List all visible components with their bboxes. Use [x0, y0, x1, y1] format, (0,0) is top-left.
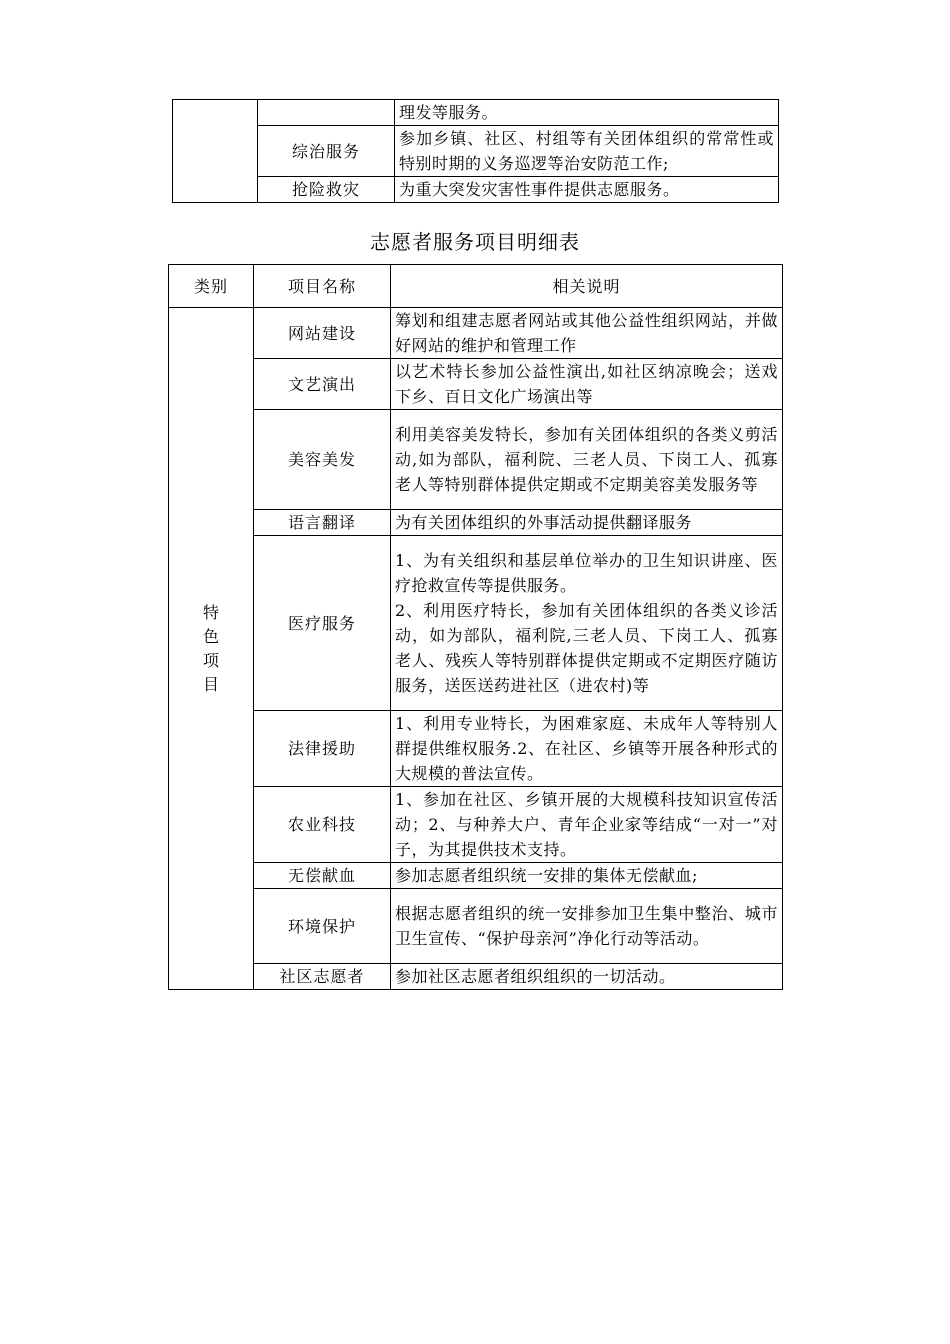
category-cell-featured [169, 308, 254, 990]
item-name: 语言翻译 [254, 510, 391, 536]
table-row [169, 889, 783, 964]
item-description: 为重大突发灾害性事件提供志愿服务。 [395, 177, 779, 203]
item-description: 理发等服务。 [395, 100, 779, 126]
item-name: 医疗服务 [254, 536, 391, 711]
item-name: 美容美发 [254, 410, 391, 510]
volunteer-projects-table [168, 264, 783, 990]
table-row [169, 536, 783, 711]
table-row [169, 711, 783, 787]
description-paragraph: 1、为有关组织和基层单位举办的卫生知识讲座、医疗抢救宣传等提供服务。 [395, 551, 778, 595]
table-row [169, 510, 783, 536]
item-name: 环境保护 [254, 889, 391, 964]
table-header-row [169, 265, 783, 308]
item-name: 文艺演出 [254, 359, 391, 410]
table-title: 志愿者服务项目明细表 [370, 230, 580, 254]
item-name: 法律援助 [254, 711, 391, 787]
category-char: 目 [202, 674, 219, 694]
item-description: 参加社区志愿者组织组织的一切活动。 [391, 964, 783, 990]
item-description: 参加乡镇、社区、村组等有关团体组织的常常性或特别时期的义务巡逻等治安防范工作; [395, 126, 779, 177]
item-description [391, 536, 783, 711]
item-name: 网站建设 [254, 308, 391, 359]
category-char: 项 [202, 650, 219, 670]
item-description: 1、参加在社区、乡镇开展的大规模科技知识宣传活动；2、与种养大户、青年企业家等结成“一对一”对子，为其提供技术支持。 [391, 787, 783, 863]
item-name: 无偿献血 [254, 863, 391, 889]
item-description: 筹划和组建志愿者网站或其他公益性组织网站，并做好网站的维护和管理工作 [391, 308, 783, 359]
header-category: 类别 [169, 265, 254, 308]
header-project-name: 项目名称 [254, 265, 391, 308]
item-description: 以艺术特长参加公益性演出,如社区纳凉晚会；送戏下乡、百日文化广场演出等 [391, 359, 783, 410]
table-row [173, 100, 779, 126]
item-description: 为有关团体组织的外事活动提供翻译服务 [391, 510, 783, 536]
item-name: 社区志愿者 [254, 964, 391, 990]
header-description: 相关说明 [391, 265, 783, 308]
table-row [169, 308, 783, 359]
item-name: 综治服务 [258, 126, 395, 177]
table-row [169, 787, 783, 863]
item-description: 1、利用专业特长，为困难家庭、未成年人等特别人群提供维权服务.2、在社区、乡镇等开展各种形式的大规模的普法宣传。 [391, 711, 783, 787]
table-row [169, 359, 783, 410]
item-description: 参加志愿者组织统一安排的集体无偿献血; [391, 863, 783, 889]
item-name: 抢险救灾 [258, 177, 395, 203]
category-char: 色 [202, 626, 219, 646]
category-char: 特 [202, 602, 219, 622]
item-name: 农业科技 [254, 787, 391, 863]
description-paragraph: 2、利用医疗特长，参加有关团体组织的各类义诊活动，如为部队，福利院,三老人员、下岗工人、孤寡老人、残疾人等特别群体提供定期或不定期医疗随访服务，送医送药进社区（进农村)等 [395, 601, 778, 695]
table-row [169, 964, 783, 990]
table-row [169, 863, 783, 889]
item-name [258, 100, 395, 126]
category-cell-empty [173, 100, 258, 203]
table-row [169, 410, 783, 510]
item-description: 根据志愿者组织的统一安排参加卫生集中整治、城市卫生宣传、“保护母亲河”净化行动等活动。 [391, 889, 783, 964]
table-row [173, 126, 779, 177]
table-row [173, 177, 779, 203]
item-description: 利用美容美发特长，参加有关团体组织的各类义剪活动,如为部队，福利院、三老人员、下岗工人、孤寡老人等特别群体提供定期或不定期美容美发服务等 [391, 410, 783, 510]
continuation-table [172, 99, 779, 203]
